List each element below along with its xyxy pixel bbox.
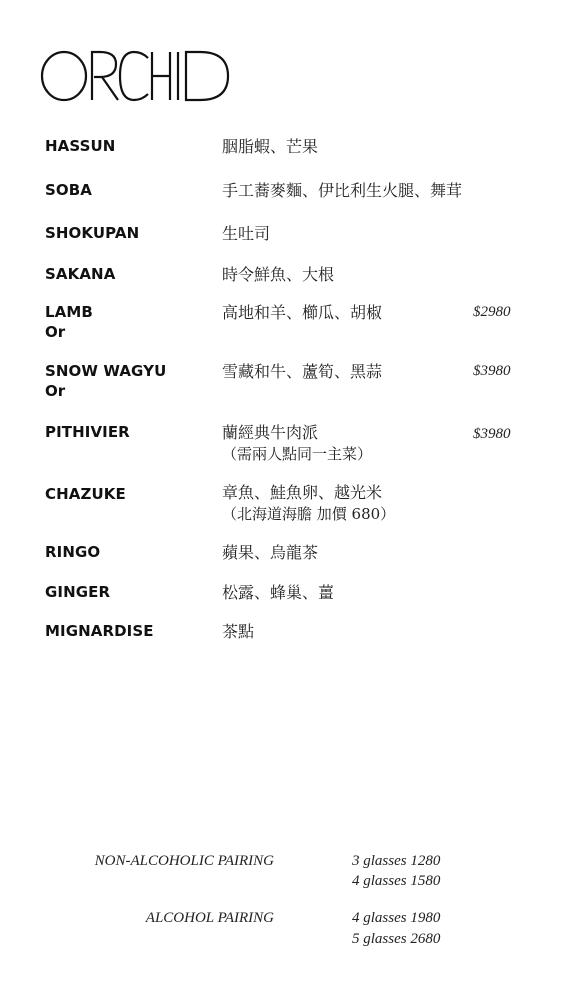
course-price: $2980 xyxy=(473,304,511,320)
pairing-option: 4 glasses 1980 xyxy=(352,910,441,926)
course-name: SNOW WAGYU xyxy=(45,362,167,380)
course-name: MIGNARDISE xyxy=(45,622,154,640)
course-name: GINGER xyxy=(45,583,111,601)
pairing-label: ALCOHOL PAIRING xyxy=(145,910,274,926)
pairing-label: NON-ALCOHOLIC PAIRING xyxy=(94,853,274,869)
course-price: $3980 xyxy=(473,426,511,442)
pairing-option: 4 glasses 1580 xyxy=(352,873,441,889)
course-description: 胭脂蝦、芒果 xyxy=(222,137,319,156)
course-description: 蘭經典牛肉派 xyxy=(222,423,319,442)
course-or-label: Or xyxy=(45,382,66,400)
course-name: SAKANA xyxy=(45,265,116,283)
orchid-logo xyxy=(40,50,232,102)
course-name: RINGO xyxy=(45,543,101,561)
course-description: 茶點 xyxy=(222,622,255,641)
course-name: PITHIVIER xyxy=(45,423,130,441)
pairing-option: 3 glasses 1280 xyxy=(352,853,441,869)
pairing-option: 5 glasses 2680 xyxy=(352,931,441,947)
course-or-label: Or xyxy=(45,323,66,341)
course-note: （北海道海膽 加價 680） xyxy=(222,505,396,523)
course-description: 章魚、鮭魚卵、越光米 xyxy=(222,483,383,502)
course-description: 手工蕎麥麵、伊比利生火腿、舞茸 xyxy=(222,181,463,200)
course-note: （需兩人點同一主菜） xyxy=(222,445,373,463)
course-description: 蘋果、烏龍茶 xyxy=(222,543,319,562)
course-name: SOBA xyxy=(45,181,92,199)
course-name: CHAZUKE xyxy=(45,485,126,503)
course-description: 生吐司 xyxy=(222,224,271,243)
course-name: SHOKUPAN xyxy=(45,224,140,242)
course-description: 雪藏和牛、蘆筍、黑蒜 xyxy=(222,362,383,381)
course-price: $3980 xyxy=(473,363,511,379)
course-description: 松露、蜂巢、薑 xyxy=(222,583,335,602)
course-description: 高地和羊、櫛瓜、胡椒 xyxy=(222,303,383,322)
course-name: HASSUN xyxy=(45,137,116,155)
course-description: 時令鮮魚、大根 xyxy=(222,265,335,284)
course-name: LAMB xyxy=(45,303,93,321)
